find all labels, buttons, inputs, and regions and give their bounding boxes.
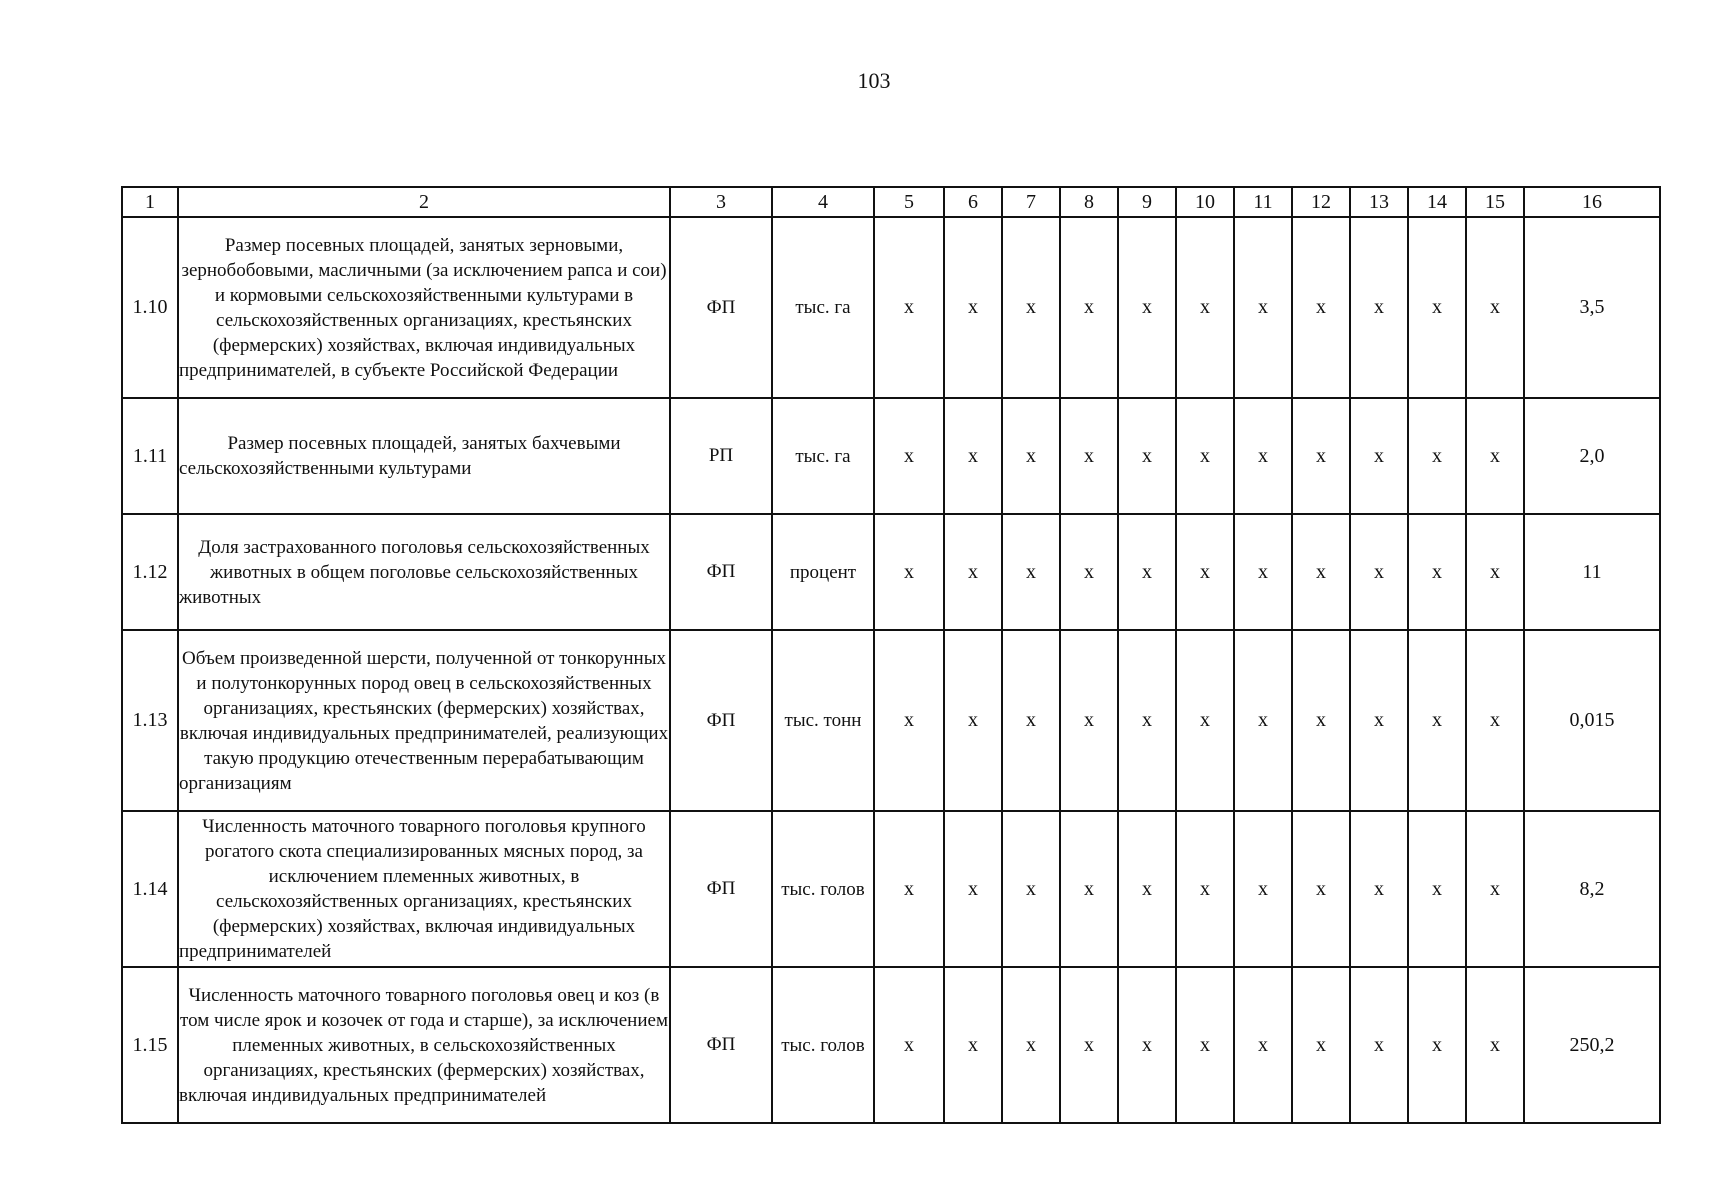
row-mark: x xyxy=(1466,514,1524,630)
row-mark: x xyxy=(1118,514,1176,630)
row-unit: тыс. га xyxy=(772,398,874,514)
row-mark: x xyxy=(1292,967,1350,1123)
column-header: 12 xyxy=(1292,187,1350,217)
row-mark: x xyxy=(1234,967,1292,1123)
row-unit: тыс. голов xyxy=(772,811,874,967)
row-value: 2,0 xyxy=(1524,398,1660,514)
row-mark: x xyxy=(1176,630,1234,811)
column-header: 10 xyxy=(1176,187,1234,217)
row-mark: x xyxy=(1234,514,1292,630)
row-mark: x xyxy=(1292,398,1350,514)
row-type: ФП xyxy=(670,967,772,1123)
column-header: 16 xyxy=(1524,187,1660,217)
row-type: ФП xyxy=(670,630,772,811)
column-header: 13 xyxy=(1350,187,1408,217)
row-mark: x xyxy=(1234,217,1292,398)
row-mark: x xyxy=(1118,398,1176,514)
row-mark: x xyxy=(944,967,1002,1123)
row-value: 0,015 xyxy=(1524,630,1660,811)
table-row xyxy=(122,630,1660,811)
row-mark: x xyxy=(1002,967,1060,1123)
row-unit: тыс. тонн xyxy=(772,630,874,811)
row-mark: x xyxy=(1234,811,1292,967)
row-description: Доля застрахованного поголовья сельскохозяйственных животных в общем поголовье сельскохозяйственных животных xyxy=(178,514,670,630)
row-mark: x xyxy=(1466,811,1524,967)
row-mark: x xyxy=(1118,967,1176,1123)
row-mark: x xyxy=(1292,630,1350,811)
row-mark: x xyxy=(1466,217,1524,398)
row-type: ФП xyxy=(670,217,772,398)
row-mark: x xyxy=(1002,630,1060,811)
row-mark: x xyxy=(944,811,1002,967)
row-mark: x xyxy=(1176,217,1234,398)
row-mark: x xyxy=(874,967,944,1123)
row-description: Размер посевных площадей, занятых бахчевыми сельскохозяйственными культурами xyxy=(178,398,670,514)
row-mark: x xyxy=(1002,514,1060,630)
column-header: 8 xyxy=(1060,187,1118,217)
column-header: 7 xyxy=(1002,187,1060,217)
row-type: РП xyxy=(670,398,772,514)
row-mark: x xyxy=(1408,630,1466,811)
row-mark: x xyxy=(944,630,1002,811)
row-mark: x xyxy=(874,217,944,398)
row-value: 250,2 xyxy=(1524,967,1660,1123)
row-description: Объем произведенной шерсти, полученной от тонкорунных и полутонкорунных пород овец в сельскохозяйственных организациях, крестьянских (фермерских) хозяйствах, включая индивидуальных предпринимателей, реализующих такую продукцию отечественным перерабатывающим организациям xyxy=(178,630,670,811)
row-mark: x xyxy=(1060,630,1118,811)
row-mark: x xyxy=(1234,398,1292,514)
row-mark: x xyxy=(944,217,1002,398)
row-mark: x xyxy=(1466,630,1524,811)
row-mark: x xyxy=(1292,217,1350,398)
row-mark: x xyxy=(1060,514,1118,630)
row-mark: x xyxy=(1408,398,1466,514)
row-mark: x xyxy=(874,514,944,630)
column-header: 2 xyxy=(178,187,670,217)
table-row xyxy=(122,217,1660,398)
row-mark: x xyxy=(1118,217,1176,398)
row-number: 1.10 xyxy=(122,217,178,398)
row-type: ФП xyxy=(670,514,772,630)
column-header: 5 xyxy=(874,187,944,217)
row-value: 11 xyxy=(1524,514,1660,630)
row-mark: x xyxy=(1350,967,1408,1123)
indicators-table xyxy=(121,186,1661,1124)
row-unit: процент xyxy=(772,514,874,630)
row-description: Размер посевных площадей, занятых зерновыми, зернобобовыми, масличными (за исключением рапса и сои) и кормовыми сельскохозяйственными культурами в сельскохозяйственных организациях, крестьянских (фермерских) хозяйствах, включая индивидуальных предпринимателей, в субъекте Российской Федерации xyxy=(178,217,670,398)
row-number: 1.13 xyxy=(122,630,178,811)
row-mark: x xyxy=(1292,811,1350,967)
row-mark: x xyxy=(1118,811,1176,967)
row-mark: x xyxy=(1176,514,1234,630)
row-mark: x xyxy=(1234,630,1292,811)
row-mark: x xyxy=(1002,217,1060,398)
row-mark: x xyxy=(944,514,1002,630)
row-mark: x xyxy=(1408,217,1466,398)
row-mark: x xyxy=(1176,398,1234,514)
row-mark: x xyxy=(1060,398,1118,514)
row-mark: x xyxy=(1350,811,1408,967)
row-number: 1.15 xyxy=(122,967,178,1123)
row-mark: x xyxy=(1350,630,1408,811)
column-header: 4 xyxy=(772,187,874,217)
row-mark: x xyxy=(1292,514,1350,630)
column-header: 9 xyxy=(1118,187,1176,217)
row-description: Численность маточного товарного поголовья крупного рогатого скота специализированных мясных пород, за исключением племенных животных, в сельскохозяйственных организациях, крестьянских (фермерских) хозяйствах, включая индивидуальных предпринимателей xyxy=(178,811,670,967)
row-mark: x xyxy=(1350,398,1408,514)
row-mark: x xyxy=(944,398,1002,514)
row-mark: x xyxy=(1118,630,1176,811)
row-mark: x xyxy=(874,398,944,514)
row-mark: x xyxy=(1176,811,1234,967)
row-value: 3,5 xyxy=(1524,217,1660,398)
row-type: ФП xyxy=(670,811,772,967)
row-mark: x xyxy=(1408,967,1466,1123)
row-mark: x xyxy=(1408,811,1466,967)
row-mark: x xyxy=(1466,967,1524,1123)
row-mark: x xyxy=(1466,398,1524,514)
row-mark: x xyxy=(1060,967,1118,1123)
row-mark: x xyxy=(1002,398,1060,514)
row-mark: x xyxy=(1350,217,1408,398)
column-header: 14 xyxy=(1408,187,1466,217)
column-header: 1 xyxy=(122,187,178,217)
column-header: 11 xyxy=(1234,187,1292,217)
row-mark: x xyxy=(1002,811,1060,967)
row-unit: тыс. голов xyxy=(772,967,874,1123)
column-header: 15 xyxy=(1466,187,1524,217)
row-mark: x xyxy=(1060,217,1118,398)
row-mark: x xyxy=(1176,967,1234,1123)
row-description: Численность маточного товарного поголовья овец и коз (в том числе ярок и козочек от года и старше), за исключением племенных животных, в сельскохозяйственных организациях, крестьянских (фермерских) хозяйствах, включая индивидуальных предпринимателей xyxy=(178,967,670,1123)
column-header: 3 xyxy=(670,187,772,217)
column-header: 6 xyxy=(944,187,1002,217)
row-mark: x xyxy=(1408,514,1466,630)
row-unit: тыс. га xyxy=(772,217,874,398)
table-row xyxy=(122,514,1660,630)
row-mark: x xyxy=(874,630,944,811)
table-row xyxy=(122,967,1660,1123)
row-number: 1.11 xyxy=(122,398,178,514)
row-number: 1.14 xyxy=(122,811,178,967)
page-number: 103 xyxy=(857,68,891,93)
header-row xyxy=(122,187,1660,217)
table-row xyxy=(122,398,1660,514)
row-mark: x xyxy=(1350,514,1408,630)
table-row xyxy=(122,811,1660,967)
row-mark: x xyxy=(874,811,944,967)
row-number: 1.12 xyxy=(122,514,178,630)
row-value: 8,2 xyxy=(1524,811,1660,967)
row-mark: x xyxy=(1060,811,1118,967)
